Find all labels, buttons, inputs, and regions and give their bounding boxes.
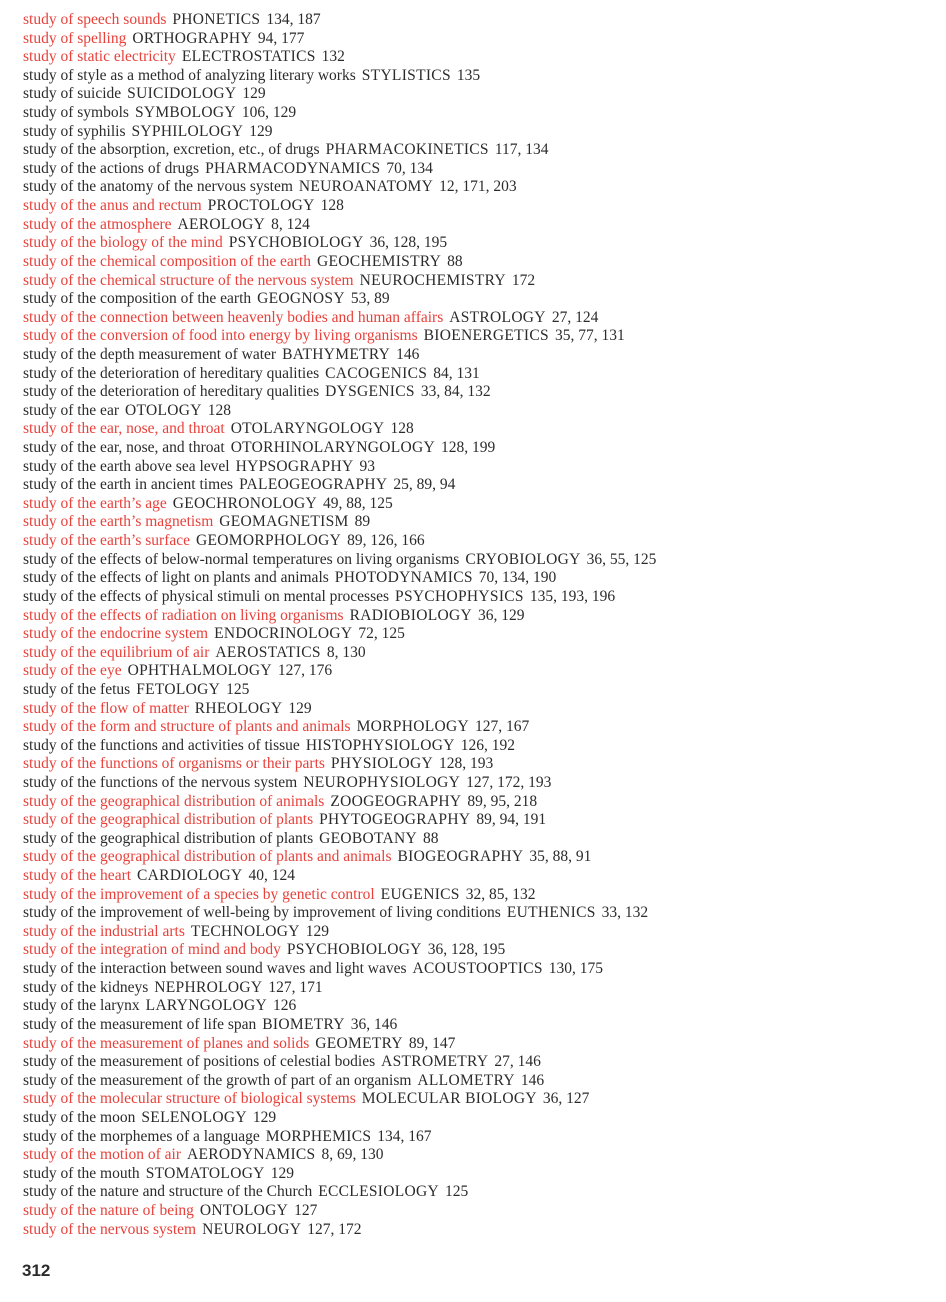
entry-pages: 129 xyxy=(249,122,273,140)
entry-pages: 117, 134 xyxy=(494,141,549,159)
entry-phrase: study of the depth measurement of water xyxy=(23,345,277,363)
entry-pages: 94, 177 xyxy=(257,29,305,47)
entry-pages: 106, 129 xyxy=(241,104,297,122)
index-entry xyxy=(23,830,933,849)
index-entry xyxy=(23,160,933,179)
entry-term: GEOMETRY xyxy=(315,1034,403,1052)
entry-pages: 88 xyxy=(423,829,439,847)
entry-pages: 126 xyxy=(272,997,297,1015)
entry-term: PALEOGEOGRAPHY xyxy=(239,476,388,494)
entry-term: PHARMACOKINETICS xyxy=(325,141,489,159)
entry-phrase: study of the fetus xyxy=(23,680,131,698)
entry-term: ACOUSTOOPTICS xyxy=(412,960,543,978)
index-entry xyxy=(23,123,933,142)
entry-phrase: study of the ear xyxy=(23,401,119,419)
entry-phrase: study of the eye xyxy=(23,662,122,680)
entry-pages: 89 xyxy=(354,513,371,531)
index-entry xyxy=(23,811,933,830)
entry-term: STOMATOLOGY xyxy=(145,1164,265,1182)
entry-pages: 36, 127 xyxy=(542,1090,590,1108)
entry-pages: 93 xyxy=(359,457,375,475)
entry-term: SYPHILOLOGY xyxy=(131,122,244,140)
entry-phrase: study of the functions of organisms or their parts xyxy=(23,755,325,773)
entry-pages: 129 xyxy=(288,699,312,717)
entry-term: RADIOBIOLOGY xyxy=(349,606,473,624)
entry-phrase: study of the anatomy of the nervous system xyxy=(23,178,293,196)
entry-pages: 132 xyxy=(321,48,345,66)
entry-phrase: study of the functions and activities of tissue xyxy=(23,736,300,754)
entry-term: HISTOPHYSIOLOGY xyxy=(305,736,455,754)
entry-term: PHARMACODYNAMICS xyxy=(205,159,381,177)
index-entry xyxy=(23,234,933,253)
index-entry xyxy=(23,365,933,384)
entry-phrase: study of the deterioration of hereditary qualities xyxy=(23,364,320,382)
entry-pages: 36, 129 xyxy=(478,606,525,624)
entry-phrase: study of the effects of radiation on living organisms xyxy=(23,606,344,624)
entry-pages: 127, 167 xyxy=(474,718,530,736)
index-entry xyxy=(23,941,933,960)
entry-phrase: study of the composition of the earth xyxy=(23,290,252,308)
entry-phrase: study of the measurement of the growth of part of an organism xyxy=(23,1071,412,1089)
entry-phrase: study of the flow of matter xyxy=(23,699,189,717)
entry-term: EUGENICS xyxy=(380,885,460,903)
entry-phrase: study of the measurement of life span xyxy=(23,1015,257,1033)
entry-pages: 35, 88, 91 xyxy=(529,848,592,866)
index-entry xyxy=(23,476,933,495)
entry-pages: 128 xyxy=(207,401,231,419)
entry-phrase: study of the geographical distribution of animals xyxy=(23,792,325,810)
entry-phrase: study of the earth’s surface xyxy=(23,532,190,550)
entry-term: MORPHOLOGY xyxy=(356,718,469,736)
entry-term: SYMBOLOGY xyxy=(134,104,236,122)
entry-pages: 27, 146 xyxy=(494,1053,541,1071)
entry-pages: 89, 147 xyxy=(408,1034,456,1052)
entry-phrase: study of the absorption, excretion, etc., of drugs xyxy=(23,141,320,159)
entry-term: SUICIDOLOGY xyxy=(127,85,237,103)
entry-phrase: study of the biology of the mind xyxy=(23,234,223,252)
index-entry xyxy=(23,904,933,923)
index-entry xyxy=(23,197,933,216)
entry-term: PHONETICS xyxy=(172,11,261,28)
entry-pages: 25, 89, 94 xyxy=(393,476,456,494)
entry-phrase: study of the chemical composition of the earth xyxy=(23,252,311,270)
entry-term: GEOBOTANY xyxy=(319,829,418,847)
entry-pages: 36, 55, 125 xyxy=(586,550,657,568)
entry-pages: 129 xyxy=(252,1108,277,1126)
entry-phrase: study of the effects of below-normal temperatures on living organisms xyxy=(23,550,460,568)
entry-phrase: study of the moon xyxy=(23,1108,136,1126)
entry-phrase: study of spelling xyxy=(23,29,127,47)
index-entry xyxy=(23,402,933,421)
entry-term: ELECTROSTATICS xyxy=(181,48,316,66)
index-entry xyxy=(23,346,933,365)
entry-pages: 125 xyxy=(226,680,250,698)
index-entry xyxy=(23,1016,933,1035)
entry-term: NEUROANATOMY xyxy=(298,178,434,196)
index-entry xyxy=(23,30,933,49)
index-entry xyxy=(23,48,933,67)
entry-phrase: study of the actions of drugs xyxy=(23,159,200,177)
entry-term: AEROSTATICS xyxy=(215,643,321,661)
entry-phrase: study of the earth above sea level xyxy=(23,457,230,475)
index-entry xyxy=(23,1128,933,1147)
entry-term: MORPHEMICS xyxy=(265,1127,372,1145)
entry-pages: 146 xyxy=(396,345,420,363)
index-entry xyxy=(23,755,933,774)
index-entry xyxy=(23,104,933,123)
entry-pages: 129 xyxy=(242,85,266,103)
index-entry xyxy=(23,700,933,719)
entry-term: OPHTHALMOLOGY xyxy=(127,662,272,680)
entry-phrase: study of the measurement of planes and solids xyxy=(23,1034,310,1052)
entry-term: BIOGEOGRAPHY xyxy=(397,848,524,866)
index-entry xyxy=(23,997,933,1016)
index-entry xyxy=(23,309,933,328)
entry-term: NEPHROLOGY xyxy=(154,978,263,996)
index-entries xyxy=(23,11,933,1239)
index-entry xyxy=(23,1090,933,1109)
index-entry xyxy=(23,848,933,867)
entry-pages: 128 xyxy=(390,420,414,438)
entry-phrase: study of the functions of the nervous system xyxy=(23,773,298,791)
entry-term: ONTOLOGY xyxy=(199,1202,289,1219)
entry-phrase: study of the heart xyxy=(23,867,132,885)
entry-phrase: study of the interaction between sound waves and light waves xyxy=(23,960,407,978)
entry-pages: 125 xyxy=(444,1183,469,1201)
entry-pages: 127, 176 xyxy=(277,662,333,680)
index-entry xyxy=(23,1109,933,1128)
entry-phrase: study of the measurement of positions of celestial bodies xyxy=(23,1053,376,1071)
entry-term: GEOMAGNETISM xyxy=(219,513,349,531)
entry-phrase: study of the form and structure of plants and animals xyxy=(23,718,351,736)
entry-pages: 127, 172, 193 xyxy=(466,773,552,791)
entry-pages: 135, 193, 196 xyxy=(529,587,616,605)
index-entry xyxy=(23,11,933,30)
entry-term: BATHYMETRY xyxy=(282,345,391,363)
entry-pages: 12, 171, 203 xyxy=(439,178,517,196)
entry-pages: 134, 167 xyxy=(377,1127,432,1145)
entry-pages: 128, 193 xyxy=(438,755,494,773)
entry-phrase: study of the earth in ancient times xyxy=(23,476,234,494)
entry-pages: 126, 192 xyxy=(460,736,515,754)
entry-pages: 36, 128, 195 xyxy=(369,234,448,252)
entry-pages: 70, 134, 190 xyxy=(478,569,557,587)
entry-pages: 89, 94, 191 xyxy=(476,811,547,829)
entry-term: DYSGENICS xyxy=(325,383,415,401)
entry-pages: 35, 77, 131 xyxy=(554,327,625,345)
index-entry xyxy=(23,1072,933,1091)
entry-term: FETOLOGY xyxy=(136,680,221,698)
entry-pages: 129 xyxy=(270,1164,294,1182)
entry-term: ASTROMETRY xyxy=(381,1053,489,1071)
entry-term: ALLOMETRY xyxy=(417,1071,515,1089)
entry-term: AEROLOGY xyxy=(177,215,266,233)
index-entry xyxy=(23,1202,933,1221)
entry-term: CARDIOLOGY xyxy=(137,867,243,885)
index-entry xyxy=(23,1146,933,1165)
entry-term: SELENOLOGY xyxy=(141,1108,247,1126)
index-entry xyxy=(23,272,933,291)
entry-pages: 49, 88, 125 xyxy=(323,494,393,512)
entry-phrase: study of the nervous system xyxy=(23,1220,197,1238)
index-entry xyxy=(23,458,933,477)
entry-pages: 8, 69, 130 xyxy=(321,1146,384,1164)
entry-pages: 129 xyxy=(305,922,330,940)
entry-phrase: study of the integration of mind and body xyxy=(23,941,281,959)
index-entry xyxy=(23,923,933,942)
entry-phrase: study of the geographical distribution of plants xyxy=(23,811,314,829)
index-entry xyxy=(23,1183,933,1202)
entry-pages: 53, 89 xyxy=(350,290,390,308)
entry-term: NEUROLOGY xyxy=(202,1220,302,1238)
entry-pages: 172 xyxy=(511,271,536,289)
entry-term: CRYOBIOLOGY xyxy=(465,550,581,568)
entry-phrase: study of the deterioration of hereditary qualities xyxy=(23,383,320,401)
entry-phrase: study of the endocrine system xyxy=(23,625,209,643)
entry-term: TECHNOLOGY xyxy=(190,922,300,940)
entry-pages: 146 xyxy=(520,1071,545,1089)
entry-phrase: study of the nature of being xyxy=(23,1202,194,1219)
entry-term: PROCTOLOGY xyxy=(207,197,315,215)
entry-term: GEOCHRONOLOGY xyxy=(172,494,318,512)
index-entry xyxy=(23,383,933,402)
entry-term: GEOGNOSY xyxy=(257,290,345,308)
index-entry xyxy=(23,1035,933,1054)
entry-phrase: study of the ear, nose, and throat xyxy=(23,420,225,438)
entry-phrase: study of the improvement of a species by genetic control xyxy=(23,885,375,903)
index-entry xyxy=(23,979,933,998)
page-number: 312 xyxy=(22,1261,51,1280)
index-entry xyxy=(23,681,933,700)
entry-term: PHYTOGEOGRAPHY xyxy=(319,811,471,829)
index-entry xyxy=(23,1221,933,1240)
entry-phrase: study of the larynx xyxy=(23,997,140,1015)
index-entry xyxy=(23,439,933,458)
index-entry xyxy=(23,1165,933,1184)
entry-term: PHOTODYNAMICS xyxy=(334,569,473,587)
entry-phrase: study of speech sounds xyxy=(23,11,167,28)
entry-pages: 36, 128, 195 xyxy=(427,941,506,959)
index-entry xyxy=(23,607,933,626)
entry-phrase: study of the earth’s age xyxy=(23,494,167,512)
entry-term: ASTROLOGY xyxy=(449,308,546,326)
entry-phrase: study of style as a method of analyzing literary works xyxy=(23,66,356,84)
entry-pages: 70, 134 xyxy=(386,159,433,177)
entry-pages: 32, 85, 132 xyxy=(465,885,536,903)
entry-pages: 40, 124 xyxy=(248,867,296,885)
entry-pages: 127 xyxy=(294,1202,318,1219)
entry-pages: 89, 95, 218 xyxy=(467,792,538,810)
index-entry xyxy=(23,420,933,439)
entry-term: ENDOCRINOLOGY xyxy=(214,625,353,643)
entry-pages: 127, 172 xyxy=(307,1220,362,1238)
entry-phrase: study of the improvement of well-being by improvement of living conditions xyxy=(23,904,501,922)
index-entry xyxy=(23,793,933,812)
entry-phrase: study of the nature and structure of the Church xyxy=(23,1183,313,1201)
index-entry xyxy=(23,886,933,905)
entry-phrase: study of the earth’s magnetism xyxy=(23,513,214,531)
entry-pages: 8, 124 xyxy=(271,215,310,233)
entry-phrase: study of the morphemes of a language xyxy=(23,1127,260,1145)
entry-term: HYPSOGRAPHY xyxy=(235,457,354,475)
entry-term: EUTHENICS xyxy=(506,904,596,922)
entry-phrase: study of the atmosphere xyxy=(23,215,172,233)
index-entry xyxy=(23,1053,933,1072)
entry-phrase: study of the effects of physical stimuli on mental processes xyxy=(23,587,390,605)
entry-phrase: study of the mouth xyxy=(23,1164,140,1182)
index-entry xyxy=(23,67,933,86)
entry-term: BIOMETRY xyxy=(262,1015,345,1033)
entry-term: NEUROCHEMISTRY xyxy=(359,271,506,289)
entry-phrase: study of the equilibrium of air xyxy=(23,643,210,661)
index-entry xyxy=(23,737,933,756)
entry-term: PSYCHOBIOLOGY xyxy=(286,941,422,959)
index-entry xyxy=(23,495,933,514)
entry-term: RHEOLOGY xyxy=(194,699,283,717)
index-entry xyxy=(23,513,933,532)
index-entry xyxy=(23,327,933,346)
entry-term: ORTHOGRAPHY xyxy=(132,29,252,47)
entry-phrase: study of the effects of light on plants and animals xyxy=(23,569,329,587)
entry-pages: 33, 84, 132 xyxy=(420,383,491,401)
index-entry xyxy=(23,253,933,272)
index-entry xyxy=(23,551,933,570)
entry-term: NEUROPHYSIOLOGY xyxy=(303,773,461,791)
entry-term: PHYSIOLOGY xyxy=(330,755,433,773)
index-entry xyxy=(23,588,933,607)
entry-pages: 127, 171 xyxy=(268,978,323,996)
entry-phrase: study of suicide xyxy=(23,85,122,103)
entry-pages: 89, 126, 166 xyxy=(347,532,425,550)
entry-term: BIOENERGETICS xyxy=(423,327,549,345)
entry-pages: 128, 199 xyxy=(441,439,496,457)
index-entry xyxy=(23,718,933,737)
index-entry xyxy=(23,569,933,588)
entry-term: LARYNGOLOGY xyxy=(145,997,267,1015)
index-entry xyxy=(23,644,933,663)
entry-pages: 130, 175 xyxy=(548,960,604,978)
entry-phrase: study of the motion of air xyxy=(23,1146,181,1164)
entry-phrase: study of symbols xyxy=(23,104,129,122)
index-entry xyxy=(23,867,933,886)
entry-phrase: study of the connection between heavenly bodies and human affairs xyxy=(23,308,444,326)
entry-term: GEOMORPHOLOGY xyxy=(196,532,342,550)
entry-pages: 88 xyxy=(447,252,463,270)
entry-phrase: study of static electricity xyxy=(23,48,176,66)
entry-pages: 33, 132 xyxy=(601,904,649,922)
entry-term: ECCLESIOLOGY xyxy=(318,1183,439,1201)
entry-term: PSYCHOPHYSICS xyxy=(395,587,524,605)
entry-phrase: study of the geographical distribution of plants and animals xyxy=(23,848,392,866)
entry-phrase: study of the kidneys xyxy=(23,978,149,996)
index-entry xyxy=(23,625,933,644)
entry-phrase: study of the molecular structure of biological systems xyxy=(23,1090,356,1108)
entry-term: ZOOGEOGRAPHY xyxy=(330,792,462,810)
entry-phrase: study of the industrial arts xyxy=(23,922,185,940)
entry-pages: 8, 130 xyxy=(326,643,366,661)
index-entry xyxy=(23,290,933,309)
entry-phrase: study of the ear, nose, and throat xyxy=(23,439,225,457)
entry-pages: 128 xyxy=(320,197,344,215)
index-entry xyxy=(23,774,933,793)
entry-term: OTOLARYNGOLOGY xyxy=(230,420,385,438)
index-entry xyxy=(23,662,933,681)
entry-term: GEOCHEMISTRY xyxy=(316,252,442,270)
index-entry xyxy=(23,960,933,979)
entry-phrase: study of syphilis xyxy=(23,122,126,140)
entry-pages: 84, 131 xyxy=(433,364,480,382)
entry-term: OTORHINOLARYNGOLOGY xyxy=(230,439,436,457)
index-entry xyxy=(23,85,933,104)
entry-term: OTOLOGY xyxy=(124,401,202,419)
index-entry xyxy=(23,178,933,197)
entry-pages: 72, 125 xyxy=(358,625,405,643)
entry-pages: 134, 187 xyxy=(266,11,321,28)
entry-phrase: study of the conversion of food into energy by living organisms xyxy=(23,327,418,345)
entry-phrase: study of the geographical distribution of plants xyxy=(23,829,314,847)
index-entry xyxy=(23,216,933,235)
entry-term: STYLISTICS xyxy=(361,66,451,84)
entry-term: AERODYNAMICS xyxy=(187,1146,316,1164)
entry-phrase: study of the chemical structure of the nervous system xyxy=(23,271,354,289)
entry-term: CACOGENICS xyxy=(325,364,428,382)
entry-term: PSYCHOBIOLOGY xyxy=(228,234,364,252)
index-entry xyxy=(23,532,933,551)
entry-term: MOLECULAR BIOLOGY xyxy=(361,1090,537,1108)
index-entry xyxy=(23,141,933,160)
entry-pages: 135 xyxy=(456,66,481,84)
entry-pages: 27, 124 xyxy=(551,308,599,326)
entry-pages: 36, 146 xyxy=(350,1015,398,1033)
entry-phrase: study of the anus and rectum xyxy=(23,197,202,215)
